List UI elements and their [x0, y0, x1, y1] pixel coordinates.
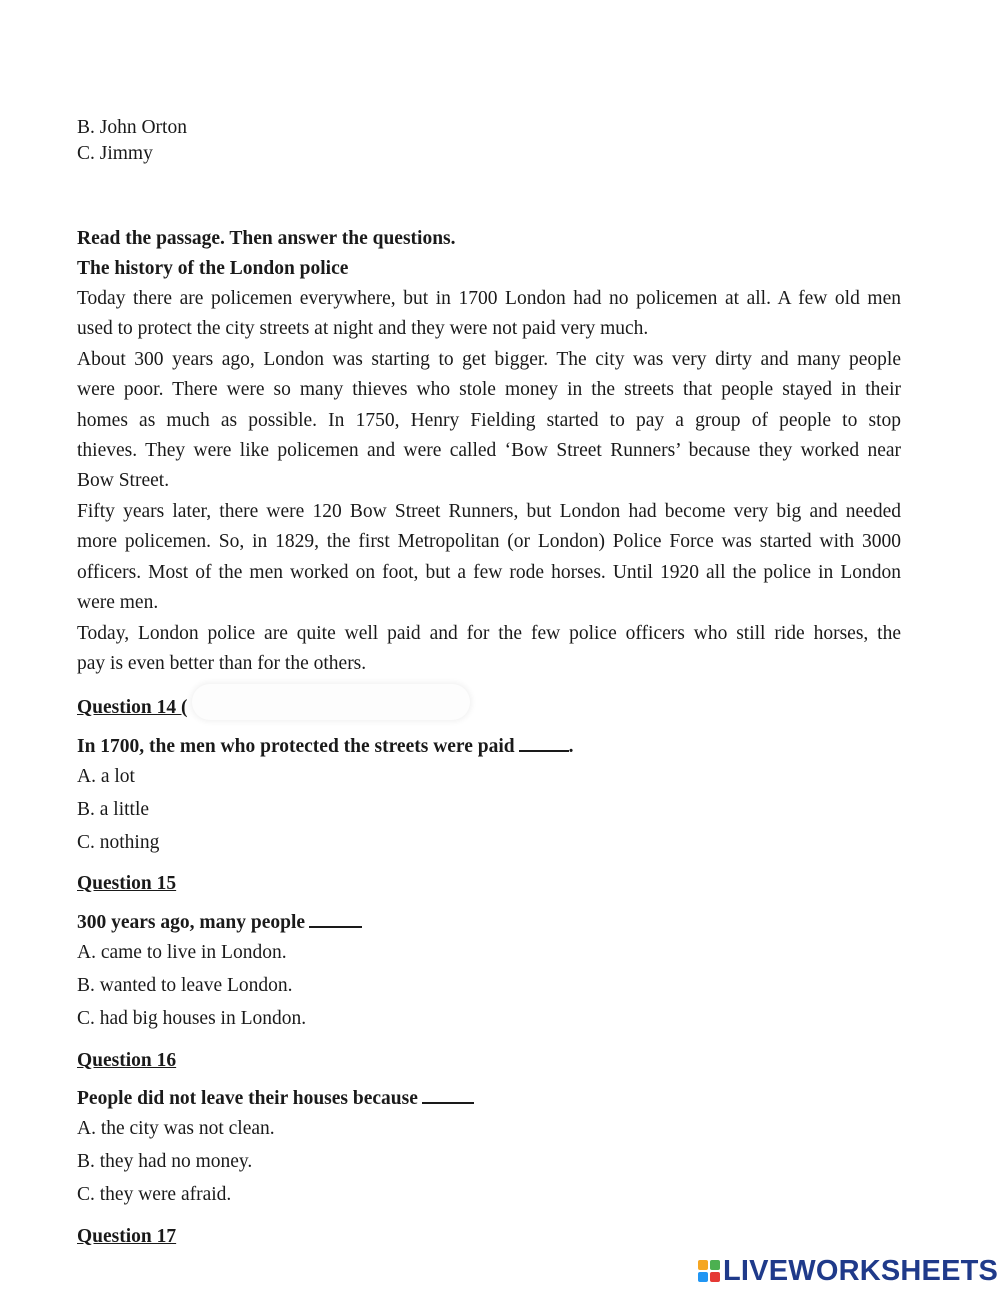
- question-15-text: [77, 908, 362, 935]
- liveworksheets-mark-icon: [698, 1260, 720, 1282]
- mark-square-icon: [698, 1260, 708, 1270]
- passage-line: About 300 years ago, London was starting to get bigger. The city was very dirty and many people: [77, 349, 901, 370]
- previous-option-b: B. John Orton: [77, 117, 187, 138]
- passage-line: were poor. There were so many thieves who stole money in the streets that people stayed in their: [77, 379, 901, 400]
- passage-line: homes as much as possible. In 1750, Henry Fielding started to pay a group of people to stop: [77, 410, 901, 431]
- passage-line: thieves. They were like policemen and were called ‘Bow Street Runners’ because they worked near: [77, 440, 901, 461]
- answer-blank[interactable]: [519, 732, 569, 752]
- question-16-stem: People did not leave their houses because: [77, 1088, 418, 1109]
- passage-line: Fifty years later, there were 120 Bow Street Runners, but London had become very big and needed: [77, 501, 901, 522]
- question-15-option-c[interactable]: C. had big houses in London.: [77, 1008, 307, 1029]
- passage-line: officers. Most of the men worked on foot, but a few rode horses. Until 1920 all the police in London: [77, 562, 901, 583]
- passage-line: Bow Street.: [77, 470, 170, 491]
- passage-line: used to protect the city streets at night and they were not paid very much.: [77, 318, 649, 339]
- question-16-text: [77, 1084, 474, 1111]
- passage-line: more policemen. So, in 1829, the first Metropolitan (or London) Police Force was started with 3000: [77, 531, 901, 552]
- question-15-heading: Question 15: [77, 873, 177, 894]
- answer-blank[interactable]: [309, 908, 362, 928]
- instructions: Read the passage. Then answer the questions.: [77, 228, 456, 249]
- passage-line: Today, London police are quite well paid and for the few police officers who still ride horses, the: [77, 623, 901, 644]
- previous-option-c: C. Jimmy: [77, 143, 153, 164]
- passage-line: Today there are policemen everywhere, but in 1700 London had no policemen at all. A few old men: [77, 288, 901, 309]
- question-17-heading: Question 17: [77, 1226, 177, 1247]
- question-16-heading: Question 16: [77, 1050, 177, 1071]
- question-14-option-c[interactable]: C. nothing: [77, 832, 160, 853]
- question-14-heading: Question 14 (: [77, 697, 188, 718]
- question-16-option-a[interactable]: A. the city was not clean.: [77, 1118, 275, 1139]
- liveworksheets-wordmark: LIVEWORKSHEETS: [723, 1254, 999, 1287]
- passage-line: pay is even better than for the others.: [77, 653, 367, 674]
- question-16-option-c[interactable]: C. they were afraid.: [77, 1184, 232, 1205]
- question-14-option-a[interactable]: A. a lot: [77, 766, 135, 787]
- question-16-option-b[interactable]: B. they had no money.: [77, 1151, 253, 1172]
- passage-line: were men.: [77, 592, 159, 613]
- question-14-text: [77, 732, 574, 759]
- question-15-stem: 300 years ago, many people: [77, 912, 306, 933]
- mark-square-icon: [710, 1272, 720, 1282]
- question-14-period: .: [568, 736, 574, 757]
- liveworksheets-logo: [698, 1254, 998, 1288]
- question-15-option-b[interactable]: B. wanted to leave London.: [77, 975, 293, 996]
- passage-title: The history of the London police: [77, 258, 349, 279]
- mark-square-icon: [698, 1272, 708, 1282]
- erased-area: [192, 684, 470, 720]
- mark-square-icon: [710, 1260, 720, 1270]
- question-15-option-a[interactable]: A. came to live in London.: [77, 942, 287, 963]
- question-14-option-b[interactable]: B. a little: [77, 799, 150, 820]
- answer-blank[interactable]: [422, 1084, 474, 1104]
- question-14-stem: In 1700, the men who protected the streets were paid: [77, 736, 515, 757]
